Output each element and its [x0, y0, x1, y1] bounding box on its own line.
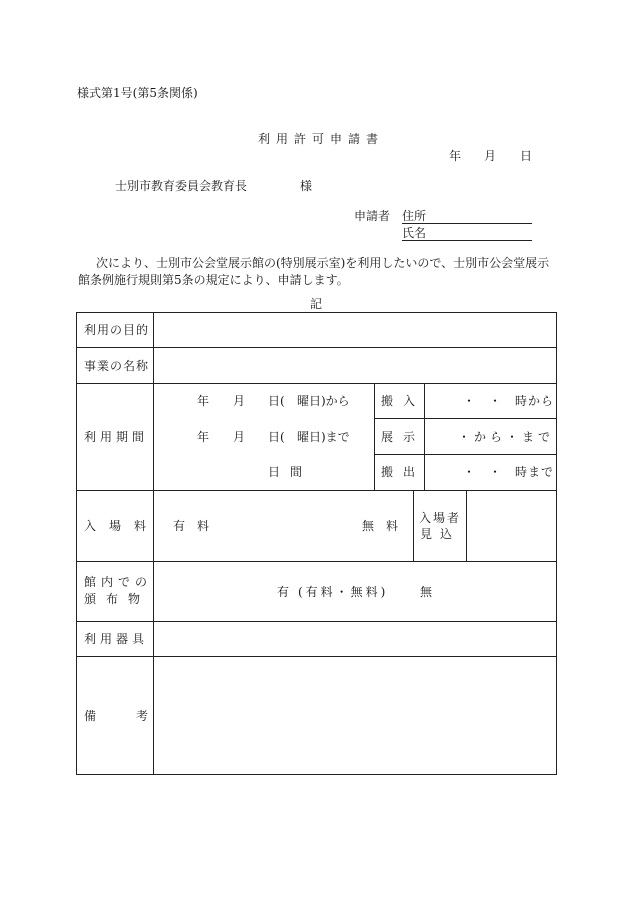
form-number: 様式第1号(第5条関係)	[77, 86, 198, 100]
applicant-name-label: 氏名	[402, 226, 427, 240]
equipment-label: 利用器具	[84, 632, 149, 646]
expected-attendance-label-line-2: 見込	[419, 527, 460, 541]
equipment-field[interactable]	[154, 622, 556, 656]
period-from-year[interactable]: 年	[197, 394, 210, 408]
carry-in-label: 搬入	[381, 394, 426, 408]
distribution-label-line-2: 頒布物	[84, 592, 151, 606]
remarks-label: 備考	[84, 709, 189, 723]
addressee: 士別市教育委員会教育長	[115, 179, 248, 193]
date-month-label: 月	[484, 149, 497, 163]
admission-free-option[interactable]: 無料	[362, 519, 411, 533]
event-name-label: 事業の名称	[84, 359, 150, 373]
body-text-line-1: 次により、士別市公会堂展示館の(特別展示室)を利用したいので、士別市公会堂展示	[96, 256, 550, 270]
exhibit-label: 展示	[381, 430, 426, 444]
applicant-address-label: 住所	[402, 209, 427, 223]
distribution-no-option[interactable]: 無	[420, 585, 433, 599]
distribution-label	[84, 575, 153, 606]
purpose-label: 利用の目的	[84, 323, 150, 337]
remarks-field[interactable]	[154, 657, 556, 774]
ki-heading: 記	[310, 297, 323, 311]
distribution-label-line-1: 館内での	[84, 575, 153, 589]
distribution-yes-option[interactable]: 有	[277, 585, 290, 599]
period-to-day[interactable]: 日(	[268, 430, 285, 444]
period-label: 利用期間	[84, 430, 149, 444]
period-days-unit[interactable]: 日	[268, 465, 281, 479]
body-text-line-2: 館条例施行規則第5条の規定により、申請します。	[78, 273, 349, 287]
carry-out-label: 搬出	[381, 465, 426, 479]
period-to-month[interactable]: 月	[233, 430, 246, 444]
date-year-label: 年	[449, 149, 462, 163]
date-day-label: 日	[520, 149, 533, 163]
purpose-field[interactable]	[154, 313, 556, 347]
period-to-weekday[interactable]: 曜日)まで	[297, 430, 350, 444]
distribution-fee-options[interactable]: (有料・無料)	[298, 585, 389, 599]
event-name-field[interactable]	[154, 348, 556, 383]
exhibit-value[interactable]: ・から・まで	[457, 430, 554, 444]
expected-attendance-label-line-1: 入場者	[418, 511, 461, 525]
applicant-label: 申請者	[354, 209, 391, 223]
period-to-year[interactable]: 年	[197, 430, 210, 444]
address-line[interactable]	[402, 223, 532, 224]
admission-paid-option[interactable]: 有料	[173, 519, 222, 533]
period-from-weekday[interactable]: 曜日)から	[297, 394, 350, 408]
period-from-day[interactable]: 日(	[268, 394, 285, 408]
period-from-month[interactable]: 月	[233, 394, 246, 408]
expected-attendance-field[interactable]	[467, 491, 556, 561]
addressee-honorific: 様	[300, 179, 313, 193]
expected-attendance-label	[414, 511, 466, 541]
name-line[interactable]	[402, 240, 532, 241]
admission-label: 入場料	[84, 519, 160, 533]
period-days-unit-2: 間	[290, 465, 303, 479]
carry-out-value[interactable]: ・ ・ 時まで	[462, 465, 554, 479]
carry-in-value[interactable]: ・ ・ 時から	[462, 394, 554, 408]
page-title: 利用許可申請書	[258, 132, 385, 146]
